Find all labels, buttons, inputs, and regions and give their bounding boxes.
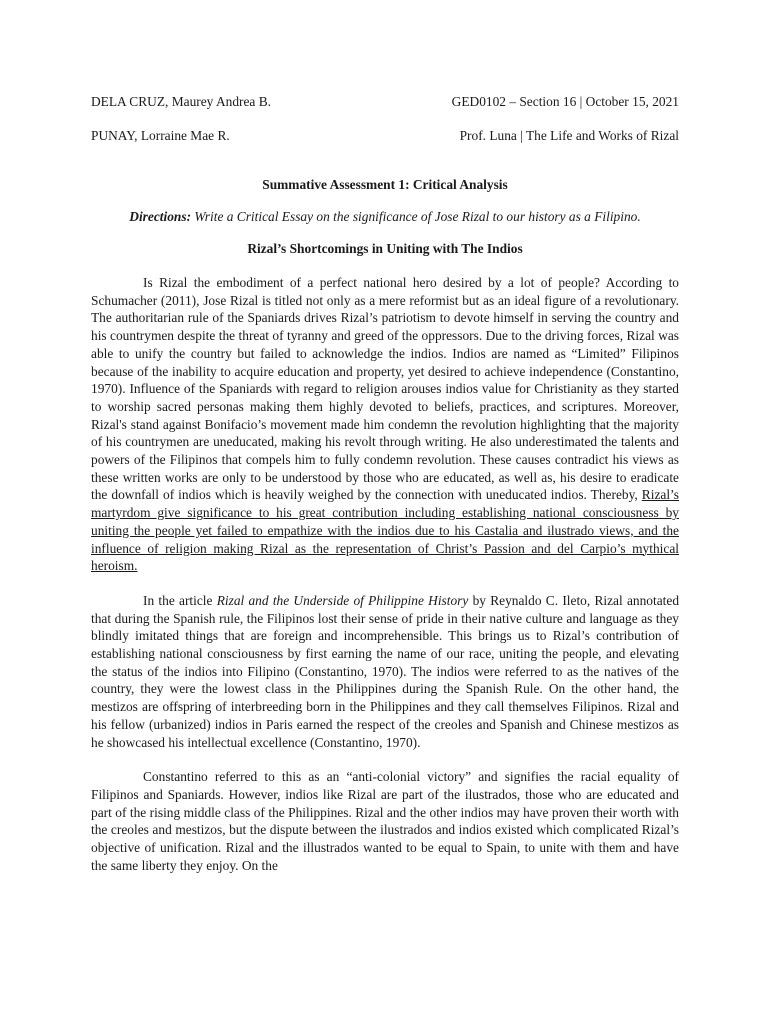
professor-info: Prof. Luna | The Life and Works of Rizal [459, 128, 679, 143]
essay-title: Rizal’s Shortcomings in Uniting with The Indios [247, 241, 523, 256]
paragraph-3-text: Constantino referred to this as an “anti-colonial victory” and signifies the racial equality of Filipinos and Spaniards. However, indios like Rizal are part of the ilustrados, those who are educated and part of the rising middle class of the Philippines. Rizal and the other indios may have proven their worth with the creoles and mestizos, but the dispute between the ilustrados and indios existed which complicated Rizal’s objective of unification. Rizal and the illustrados wanted to be equal to Spain, to unite with them and have the same liberty they enjoy. On the [91, 769, 679, 873]
paragraph-3 [91, 768, 679, 874]
directions [91, 208, 679, 225]
author-name-1: DELA CRUZ, Maurey Andrea B. [91, 94, 272, 109]
thesis-statement: Rizal’s martyrdom give significance to his great contribution including establishing national consciousness by uniting the people yet failed to empathize with the indios due to his Castalia and ilustrado views, and the influence of religion making Rizal as the representation of Christ’s Passion and del Carpio’s mythical heroism. [91, 487, 679, 574]
paragraph-1 [91, 274, 679, 575]
author-name-2: PUNAY, Lorraine Mae R. [91, 128, 230, 143]
header-row-2 [91, 127, 679, 144]
document-page [91, 93, 679, 888]
header-row-1 [91, 93, 679, 110]
paragraph-2 [91, 592, 679, 751]
paragraph-2-after: by Reynaldo C. Ileto, Rizal annotated that during the Spanish rule, the Filipinos lost their sense of pride in their native culture and language as they blindly imitated things that are foreign and incomprehensible. This brings us to Rizal’s contribution of establishing national consciousness by first earning the name of our race, uniting the people, and elevating the status of the indios into Filipino (Constantino, 1970). The indios were referred to as the natives of the country, they were the lowest class in the Philippines during the Spanish Rule. On the other hand, the mestizos are offspring of interbreeding born in the Philippines and they call themselves Filipinos. Rizal and his fellow (urbanized) indios in Paris earned the respect of the creoles and Spanish and Chinese mestizos as he showcased his intellectual excellence (Constantino, 1970). [91, 592, 680, 750]
paragraph-2-before: In the article [143, 592, 217, 608]
directions-label: Directions: [129, 209, 192, 224]
course-info: GED0102 – Section 16 | October 15, 2021 [451, 94, 679, 109]
paragraph-1-text: Is Rizal the embodiment of a perfect national hero desired by a lot of people? According to Schumacher (2011), Jose Rizal is titled not only as a mere reformist but as an ideal figure of a revolutionary. The authoritarian rule of the Spaniards drives Rizal’s patriotism to devote himself in serving the country and his countrymen despite the threat of tyranny and greed of the oppressors. Due to the driving forces, Rizal was able to unify the country but failed to acknowledge the indios. Indios are named as “Limited” Filipinos because of the inability to acquire education and property, yet desired to achieve independence (Constantino, 1970). Influence of the Spaniards with regard to religion arouses indios value for Christianity as they started to worship sacred personas making them highly devoted to beliefs, practices, and scriptures. Moreover, Rizal's stand against Bonifacio’s movement made him condemn the revolution highlighting that the majority of his countrymen are uneducated, making his revolt through writing. He also underestimated the talents and powers of the Filipinos that compels him to fully condemn revolution. These causes contradict his views as these written works are only to be understood by those who are educated, as well as, his desire to eradicate the downfall of indios which is heavily weighed by the connection with uneducated indios. Thereby, [91, 275, 679, 503]
directions-text: Write a Critical Essay on the significance of Jose Rizal to our history as a Filipino. [194, 209, 641, 224]
document-title: Summative Assessment 1: Critical Analysis [262, 177, 508, 192]
article-title: Rizal and the Underside of Philippine History [216, 592, 469, 608]
